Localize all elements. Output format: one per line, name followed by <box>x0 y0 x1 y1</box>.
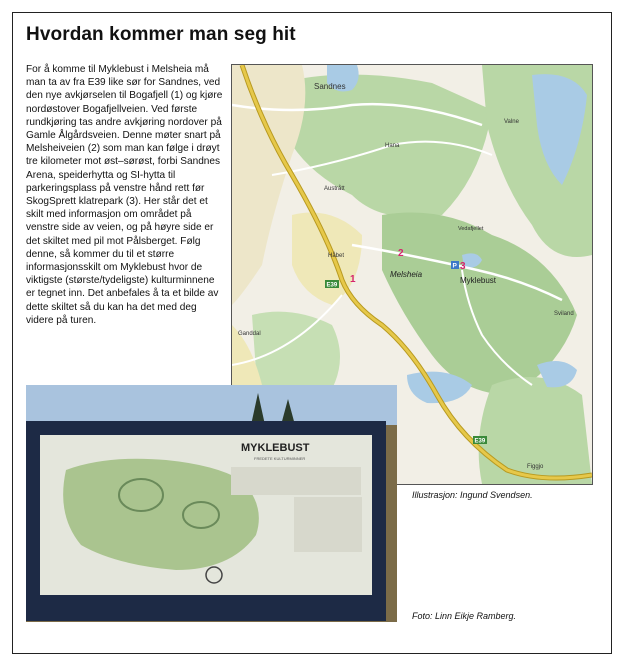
article-title: Hvordan kommer man seg hit <box>26 24 296 45</box>
photo-caption: Foto: Linn Eikje Ramberg. <box>412 611 517 621</box>
article-body: For å komme til Myklebust i Melsheia må man ta av fra E39 like sør for Sandnes, ved den nye avkjørselen til Bogafjell (1) og kjøre nordøstover Bogafjellveien. Ved første rundkjøring tas andre avkjøring nordover på Gamle Ålgårdsveien. Denne møter snart på Melsheiveien (2) som man kan følge i drøyt tre kilometer mot øst–sørøst, forbi Sandnes Arena, speiderhytta og SI-hytta til parkeringsplass på venstre hånd rett før SkogSprett klatrepark (3). Her står det et skilt med informasjon om området på venstre side av veien, og på høyre side er det skiltet med pil mot Pålsberget. Følg denne, så kommer du til et større informasjonsskilt om Myklebust hvor de viktigste (største/tydeligste) kulturminnene er tegnet inn. Det anbefales å ta et bilde av dette skiltet så du kan ha det med deg videre på turen. <box>26 64 223 326</box>
info-sign-photo-svg <box>26 385 397 622</box>
route-marker-2: 2 <box>398 248 404 259</box>
map-caption: Illustrasjon: Ingund Svendsen. <box>412 490 533 500</box>
parking-icon-label: P <box>452 262 457 270</box>
label-sandnes: Sandnes <box>314 82 346 91</box>
label-valne: Valne <box>504 119 519 125</box>
label-hana: Hana <box>385 143 400 149</box>
e39-badge-south-label: E39 <box>474 438 486 445</box>
route-marker-3: 3 <box>460 261 466 272</box>
info-sign-photo <box>26 385 397 622</box>
label-austratt: Austrått <box>324 186 345 192</box>
label-melsheia: Melsheia <box>390 270 423 279</box>
sign-text-block-a <box>231 467 361 495</box>
e39-badge-north-label: E39 <box>326 282 338 289</box>
sign-bottom-bar <box>26 595 386 605</box>
sign-title: MYKLEBUST <box>241 442 310 454</box>
label-myklebust: Myklebust <box>460 276 497 285</box>
label-vedafjellet: Vedafjellet <box>458 226 484 232</box>
photo-sky <box>26 385 397 425</box>
label-ganddal: Ganddal <box>238 331 261 337</box>
label-sviland: Sviland <box>554 311 574 317</box>
route-marker-1: 1 <box>350 274 356 285</box>
label-habet: Håbet <box>328 253 345 259</box>
sign-text-block-b <box>294 497 362 552</box>
sign-subtitle: FREDETE KULTURMINNER <box>254 456 306 461</box>
label-figgjo: Figgjo <box>527 464 544 470</box>
